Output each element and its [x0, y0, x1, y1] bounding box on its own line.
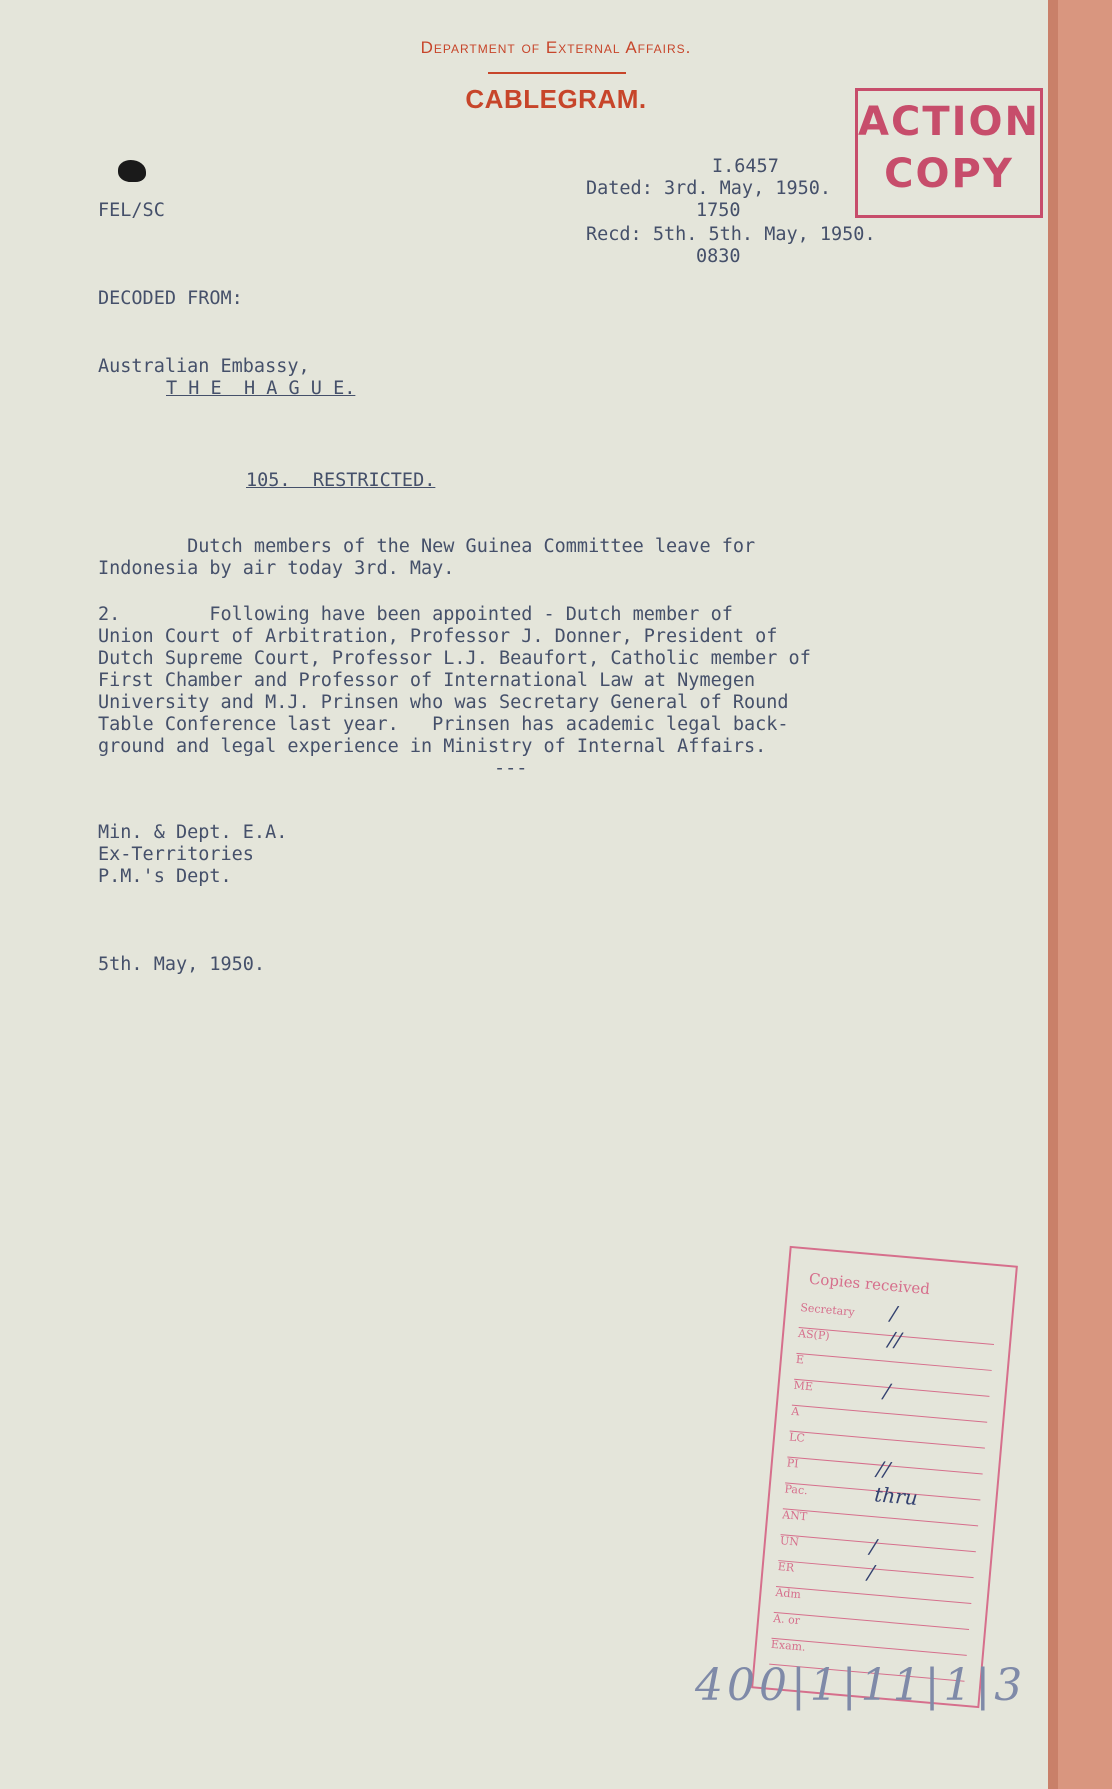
reference-code: FEL/SC — [98, 200, 165, 221]
stamp-row-label: E — [795, 1352, 805, 1367]
stamp-row-mark: / — [882, 1378, 892, 1404]
copies-received-title: Copies received — [808, 1269, 931, 1299]
paragraph-2-line: Union Court of Arbitration, Professor J. Donner, President of — [98, 626, 778, 647]
sender-name: Australian Embassy, — [98, 356, 310, 377]
copy-label: COPY — [884, 151, 1014, 197]
stamp-row-label: A. or — [772, 1611, 801, 1628]
decoded-from-label: DECODED FROM: — [98, 288, 243, 309]
dated-line: Dated: 3rd. May, 1950. — [586, 178, 832, 199]
stamp-row-label: LC — [788, 1430, 806, 1445]
stamp-row-mark: / — [889, 1300, 899, 1326]
paragraph-2-line: Table Conference last year. Prinsen has academic legal back- — [98, 714, 789, 735]
action-copy-stamp — [855, 88, 1043, 218]
stamp-row-label: Adm — [774, 1585, 802, 1602]
stamp-row-label: Exam. — [770, 1637, 807, 1654]
paragraph-2-line: University and M.J. Prinsen who was Secretary General of Round — [98, 692, 789, 713]
stamp-row-label: Secretary — [799, 1301, 856, 1319]
footer-date: 5th. May, 1950. — [98, 954, 266, 975]
ink-blot — [118, 160, 146, 182]
stamp-row-mark: // — [875, 1456, 892, 1482]
stamp-row-label: ANT — [781, 1508, 808, 1524]
stamp-row-label: Pac. — [784, 1482, 809, 1498]
paragraph-1-line-2: Indonesia by air today 3rd. May. — [98, 558, 455, 579]
copies-received-stamp — [751, 1246, 1018, 1708]
distribution-line: Min. & Dept. E.A. — [98, 822, 288, 843]
stamp-row-mark: / — [868, 1534, 878, 1559]
dated-time: 1750 — [696, 200, 741, 221]
end-mark: --- — [494, 758, 528, 779]
paragraph-1-line-1: Dutch members of the New Guinea Committee leave for — [98, 536, 756, 557]
distribution-line: P.M.'s Dept. — [98, 866, 232, 887]
department-heading: Department of External Affairs. — [420, 38, 692, 57]
cable-number: I.6457 — [712, 156, 779, 177]
stamp-row-mark: thru — [873, 1482, 919, 1510]
stamp-row-label: PI — [786, 1456, 800, 1471]
received-time: 0830 — [696, 246, 741, 267]
distribution-line: Ex-Territories — [98, 844, 254, 865]
handwritten-file-number: 400|1|11|1|3 — [695, 1660, 1027, 1711]
stamp-row-mark: / — [866, 1559, 876, 1585]
paragraph-2-line: Dutch Supreme Court, Professor L.J. Beaufort, Catholic member of — [98, 648, 811, 669]
stamp-row-label: A — [790, 1404, 800, 1419]
stamp-row-mark: // — [887, 1326, 903, 1352]
cablegram-title: CABLEGRAM. — [465, 84, 647, 114]
paragraph-2-line: ground and legal experience in Ministry of Internal Affairs. — [98, 736, 767, 757]
stamp-row-label: UN — [779, 1534, 800, 1549]
sender-city: T H E H A G U E. — [166, 378, 356, 399]
paragraph-2-line: 2. Following have been appointed - Dutch member of — [98, 604, 733, 625]
stamp-row-label: ME — [793, 1378, 814, 1394]
folder-edge-shadow — [1048, 0, 1058, 1789]
stamp-row-label: AS(P) — [797, 1326, 831, 1343]
heading-rule — [488, 72, 626, 74]
message-header: 105. RESTRICTED. — [246, 470, 436, 491]
paragraph-2-line: First Chamber and Professor of International Law at Nymegen — [98, 670, 756, 691]
action-label: ACTION — [858, 99, 1040, 145]
stamp-row-label: ER — [777, 1560, 795, 1575]
received-line: Recd: 5th. 5th. May, 1950. — [586, 224, 876, 245]
